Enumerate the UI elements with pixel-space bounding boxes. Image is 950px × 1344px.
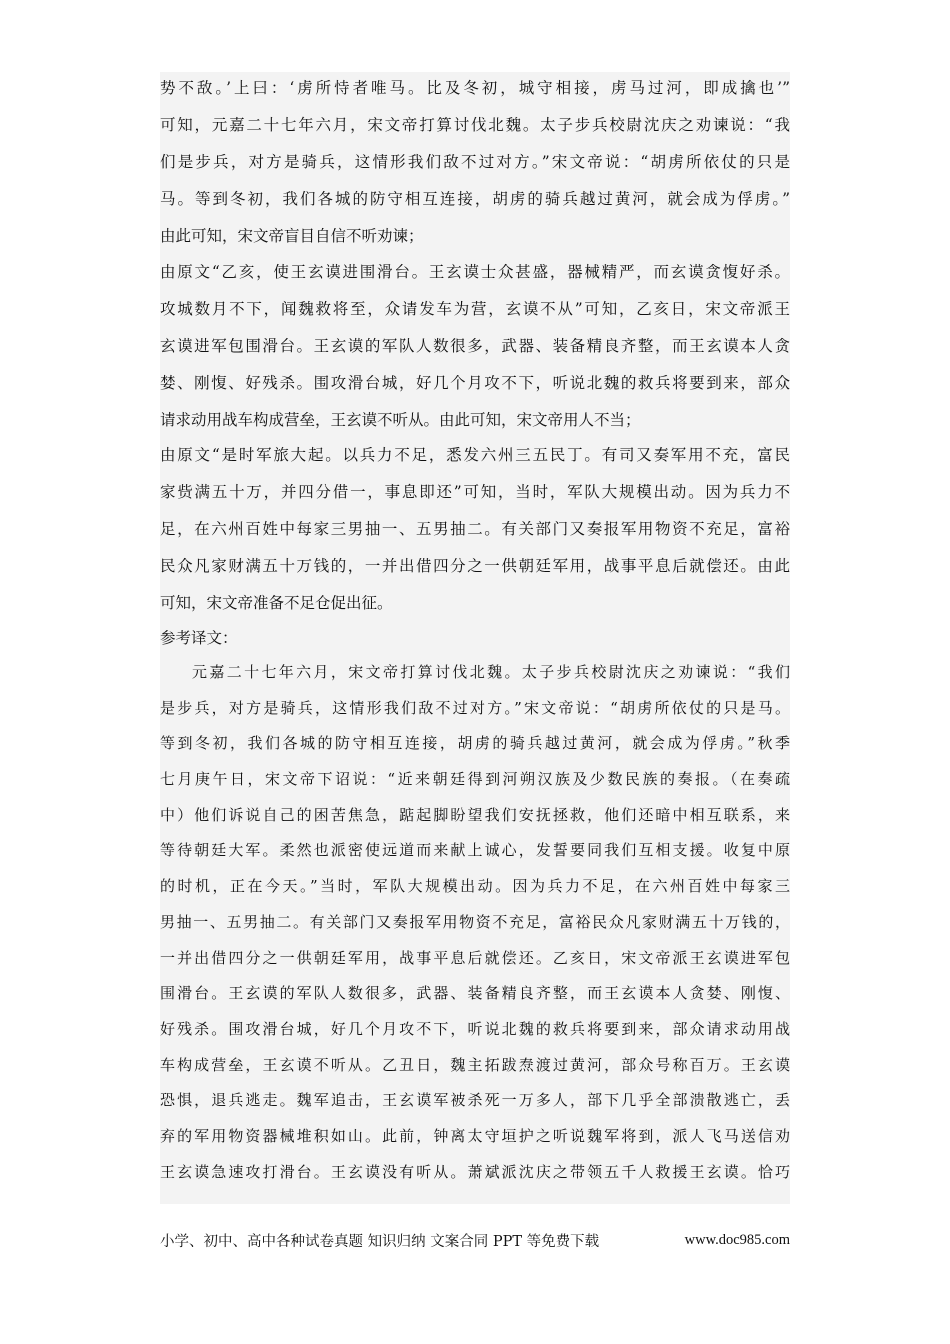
text-line: 家赀满五十万，并四分借一，事息即还”可知，当时，军队大规模出动。因为兵力不: [160, 483, 790, 501]
text-line: 车构成营垒，王玄谟不听从。乙丑日，魏主拓跋焘渡过黄河，部众号称百万。王玄谟: [160, 1055, 790, 1074]
text-line: 足，在六州百姓中每家三男抽一、五男抽二。有关部门又奏报军用物资不充足，富裕: [160, 520, 790, 538]
text-line: 请求动用战车构成营垒，王玄谟不听从。由此可知，宋文帝用人不当；: [160, 411, 641, 429]
text-line: 恐惧，退兵逃走。魏军追击，王玄谟军被杀死一万多人，部下几乎全部溃散逃亡，丢: [160, 1091, 790, 1110]
translation-paragraph: [160, 655, 790, 1190]
analysis-paragraph-2: [160, 254, 790, 439]
text-line: 好残杀。围攻滑台城，好几个月攻不下，听说北魏的救兵将要到来，部众请求动用战: [160, 1019, 790, 1038]
text-line: 由原文“乙亥，使王玄谟进围滑台。王玄谟士众甚盛，器械精严，而玄谟贪愎好杀。: [160, 263, 790, 281]
text-line: 马。等到冬初，我们各城的防守相互连接，胡虏的骑兵越过黄河，就会成为俘虏。”: [160, 190, 790, 208]
text-line: 可知，元嘉二十七年六月，宋文帝打算讨伐北魏。太子步兵校尉沈庆之劝谏说：“我: [160, 116, 790, 134]
text-line: 玄谟进军包围滑台。王玄谟的军队人数很多，武器、装备精良齐整，而王玄谟本人贪: [160, 337, 790, 355]
text-line: 势不敌。’上曰：‘虏所恃者唯马。比及冬初，城守相接，虏马过河，即成擒也’”: [160, 79, 790, 97]
text-line: 等待朝廷大军。柔然也派密使远道而来献上诚心，发誓要同我们互相支援。收复中原: [160, 841, 790, 860]
text-line: 们是步兵，对方是骑兵，这情形我们敌不过对方。”宋文帝说：“胡虏所依仗的只是: [160, 153, 790, 171]
footer-website-link[interactable]: www.doc985.com: [684, 1231, 790, 1248]
text-line: 由此可知，宋文帝盲目自信不听劝谏；: [160, 227, 424, 245]
translation-heading: 参考译文：: [160, 629, 238, 647]
text-line: 中）他们诉说自己的困苦焦急，踮起脚盼望我们安抚拯救，他们还暗中相互联系，来: [160, 805, 790, 824]
text-line: 由原文“是时军旅大起。以兵力不足，悉发六州三五民丁。有司又奏军用不充，富民: [160, 446, 790, 464]
text-line: 可知，宋文帝准备不足仓促出征。: [160, 594, 393, 612]
analysis-paragraph-1: [160, 70, 790, 255]
text-line: 是步兵，对方是骑兵，这情形我们敌不过对方。”宋文帝说：“胡虏所依仗的只是马。: [160, 698, 790, 717]
text-line: 等到冬初，我们各城的防守相互连接，胡虏的骑兵越过黄河，就会成为俘虏。”秋季: [160, 734, 790, 753]
footer-description: 小学、初中、高中各种试卷真题 知识归纳 文案合同 PPT 等免费下载: [160, 1233, 600, 1250]
text-line: 元嘉二十七年六月，宋文帝打算讨伐北魏。太子步兵校尉沈庆之劝谏说：“我们: [192, 663, 790, 681]
section-heading: [160, 620, 790, 657]
text-line: 攻城数月不下，闻魏救将至，众请发车为营，玄谟不从”可知，乙亥日，宋文帝派王: [160, 300, 790, 318]
text-line: 弃的军用物资器械堆积如山。此前，钟离太守垣护之听说魏军将到，派人飞马送信劝: [160, 1126, 790, 1145]
text-line: 的时机，正在今天。”当时，军队大规模出动。因为兵力不足，在六州百姓中每家三: [160, 877, 790, 896]
text-line: 一并出借四分之一供朝廷军用，战事平息后就偿还。乙亥日，宋文帝派王玄谟进军包: [160, 948, 790, 967]
text-line: 王玄谟急速攻打滑台。王玄谟没有听从。萧斌派沈庆之带领五千人救援王玄谟。恰巧: [160, 1162, 790, 1181]
text-line: 婪、刚愎、好残杀。围攻滑台城，好几个月攻不下，听说北魏的救兵将要到来，部众: [160, 374, 790, 392]
text-line: 男抽一、五男抽二。有关部门又奏报军用物资不充足，富裕民众凡家财满五十万钱的，: [160, 912, 790, 931]
text-line: 围滑台。王玄谟的军队人数很多，武器、装备精良齐整，而王玄谟本人贪婪、刚愎、: [160, 984, 790, 1003]
text-line: 七月庚午日，宋文帝下诏说：“近来朝廷得到河朔汉族及少数民族的奏报。（在奏疏: [160, 770, 790, 789]
page-footer: [160, 1226, 790, 1254]
analysis-paragraph-3: [160, 437, 790, 622]
text-line: 民众凡家财满五十万钱的，一并出借四分之一供朝廷军用，战事平息后就偿还。由此: [160, 557, 790, 575]
